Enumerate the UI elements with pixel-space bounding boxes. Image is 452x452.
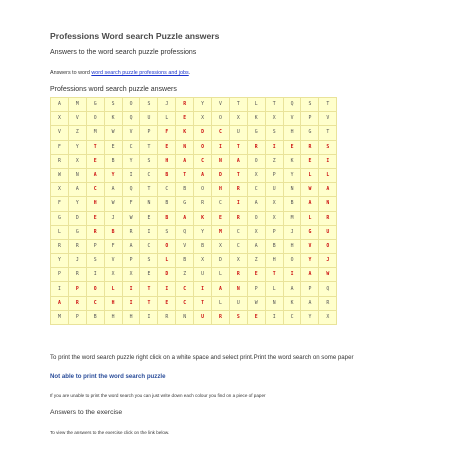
- grid-cell: D: [68, 211, 86, 225]
- grid-cell: U: [319, 225, 337, 239]
- grid-cell: R: [86, 225, 104, 239]
- grid-cell: X: [265, 112, 283, 126]
- grid-cell: U: [229, 126, 247, 140]
- grid-cell: P: [68, 282, 86, 296]
- grid-cell: L: [301, 211, 319, 225]
- link-line-prefix: Answers to word: [50, 70, 92, 76]
- grid-cell: E: [86, 154, 104, 168]
- grid-cell: C: [194, 154, 212, 168]
- grid-cell: L: [158, 254, 176, 268]
- grid-cell: Y: [68, 197, 86, 211]
- grid-cell: N: [229, 282, 247, 296]
- grid-cell: R: [319, 211, 337, 225]
- grid-cell: N: [319, 197, 337, 211]
- grid-cell: O: [247, 154, 265, 168]
- grid-cell: F: [104, 239, 122, 253]
- grid-cell: W: [51, 168, 69, 182]
- grid-cell: R: [229, 268, 247, 282]
- grid-cell: B: [265, 239, 283, 253]
- grid-cell: A: [86, 168, 104, 182]
- grid-cell: N: [265, 296, 283, 310]
- grid-cell: M: [283, 211, 301, 225]
- grid-cell: C: [158, 183, 176, 197]
- grid-row: [51, 211, 337, 225]
- grid-cell: N: [140, 197, 158, 211]
- grid-cell: E: [283, 140, 301, 154]
- grid-cell: G: [301, 225, 319, 239]
- grid-cell: H: [265, 254, 283, 268]
- grid-row: [51, 98, 337, 112]
- grid-cell: B: [158, 168, 176, 182]
- grid-cell: M: [51, 310, 69, 324]
- grid-cell: V: [68, 112, 86, 126]
- grid-cell: W: [104, 126, 122, 140]
- grid-cell: A: [51, 98, 69, 112]
- grid-cell: W: [122, 211, 140, 225]
- grid-cell: C: [86, 296, 104, 310]
- grid-cell: R: [247, 140, 265, 154]
- link-line-suffix: .: [188, 70, 191, 76]
- grid-cell: E: [176, 112, 194, 126]
- grid-cell: L: [301, 168, 319, 182]
- grid-cell: R: [212, 310, 230, 324]
- grid-cell: R: [158, 310, 176, 324]
- grid-cell: U: [265, 183, 283, 197]
- grid-cell: T: [140, 282, 158, 296]
- grid-cell: E: [301, 154, 319, 168]
- grid-cell: L: [212, 268, 230, 282]
- grid-cell: K: [283, 296, 301, 310]
- grid-cell: L: [265, 282, 283, 296]
- grid-cell: S: [140, 98, 158, 112]
- grid-cell: F: [122, 197, 140, 211]
- grid-cell: T: [194, 296, 212, 310]
- grid-cell: W: [104, 197, 122, 211]
- grid-cell: Y: [51, 254, 69, 268]
- grid-cell: N: [68, 168, 86, 182]
- grid-cell: B: [176, 183, 194, 197]
- grid-cell: K: [194, 211, 212, 225]
- grid-cell: S: [158, 225, 176, 239]
- grid-cell: I: [212, 140, 230, 154]
- grid-cell: A: [176, 154, 194, 168]
- grid-cell: T: [86, 140, 104, 154]
- grid-cell: T: [265, 268, 283, 282]
- professions-and-jobs-link[interactable]: word search puzzle professions and jobs: [91, 70, 189, 76]
- grid-cell: A: [301, 197, 319, 211]
- grid-cell: C: [176, 296, 194, 310]
- grid-cell: A: [301, 296, 319, 310]
- grid-cell: C: [140, 239, 158, 253]
- grid-cell: A: [68, 183, 86, 197]
- grid-cell: V: [104, 254, 122, 268]
- grid-cell: T: [140, 140, 158, 154]
- grid-cell: D: [212, 168, 230, 182]
- grid-cell: Y: [194, 225, 212, 239]
- grid-row: [51, 183, 337, 197]
- grid-cell: K: [176, 126, 194, 140]
- grid-cell: K: [104, 112, 122, 126]
- grid-cell: G: [51, 211, 69, 225]
- grid-cell: S: [86, 254, 104, 268]
- grid-cell: F: [158, 126, 176, 140]
- grid-cell: R: [68, 239, 86, 253]
- grid-cell: R: [68, 268, 86, 282]
- grid-cell: E: [247, 310, 265, 324]
- grid-cell: D: [212, 254, 230, 268]
- grid-cell: X: [247, 168, 265, 182]
- grid-cell: U: [194, 268, 212, 282]
- grid-cell: W: [319, 268, 337, 282]
- grid-row: [51, 154, 337, 168]
- grid-cell: O: [283, 254, 301, 268]
- grid-cell: A: [319, 183, 337, 197]
- grid-cell: P: [265, 168, 283, 182]
- grid-cell: M: [86, 126, 104, 140]
- grid-cell: T: [140, 296, 158, 310]
- grid-cell: Y: [68, 140, 86, 154]
- grid-row: [51, 197, 337, 211]
- grid-cell: S: [140, 254, 158, 268]
- grid-cell: H: [283, 126, 301, 140]
- grid-cell: C: [122, 140, 140, 154]
- print-instructions: To print the word search puzzle right click on a white space and select print.Print the word search on some paper: [50, 354, 354, 361]
- grid-row: [51, 225, 337, 239]
- grid-cell: J: [283, 225, 301, 239]
- grid-cell: B: [176, 254, 194, 268]
- grid-cell: T: [229, 140, 247, 154]
- grid-cell: S: [319, 140, 337, 154]
- grid-cell: X: [122, 268, 140, 282]
- grid-cell: O: [194, 140, 212, 154]
- grid-cell: X: [247, 225, 265, 239]
- grid-cell: C: [212, 197, 230, 211]
- grid-cell: T: [229, 168, 247, 182]
- grid-cell: I: [122, 296, 140, 310]
- grid-cell: C: [140, 168, 158, 182]
- grid-cell: B: [104, 225, 122, 239]
- grid-cell: P: [86, 239, 104, 253]
- grid-cell: A: [51, 296, 69, 310]
- grid-cell: B: [158, 197, 176, 211]
- grid-row: [51, 296, 337, 310]
- grid-cell: L: [212, 296, 230, 310]
- grid-cell: I: [319, 154, 337, 168]
- grid-cell: N: [283, 183, 301, 197]
- grid-cell: I: [194, 282, 212, 296]
- grid-cell: I: [229, 197, 247, 211]
- grid-cell: P: [301, 112, 319, 126]
- grid-cell: A: [122, 239, 140, 253]
- grid-cell: R: [229, 211, 247, 225]
- grid-cell: I: [86, 268, 104, 282]
- grid-cell: R: [51, 154, 69, 168]
- grid-cell: Y: [301, 254, 319, 268]
- grid-cell: S: [229, 310, 247, 324]
- grid-row: [51, 310, 337, 324]
- grid-cell: X: [265, 197, 283, 211]
- grid-row: [51, 239, 337, 253]
- grid-cell: V: [122, 126, 140, 140]
- grid-cell: A: [283, 282, 301, 296]
- grid-cell: I: [140, 310, 158, 324]
- grid-cell: R: [229, 183, 247, 197]
- grid-cell: E: [140, 268, 158, 282]
- grid-cell: O: [247, 211, 265, 225]
- grid-cell: C: [176, 282, 194, 296]
- grid-cell: X: [194, 254, 212, 268]
- grid-cell: E: [212, 211, 230, 225]
- grid-cell: Y: [122, 154, 140, 168]
- grid-cell: R: [301, 140, 319, 154]
- grid-cell: J: [158, 98, 176, 112]
- grid-cell: O: [194, 183, 212, 197]
- grid-cell: Q: [319, 282, 337, 296]
- grid-cell: I: [265, 140, 283, 154]
- grid-cell: Y: [104, 168, 122, 182]
- grid-cell: B: [283, 197, 301, 211]
- grid-cell: A: [194, 168, 212, 182]
- page-subtitle: Answers to the word search puzzle professions: [50, 49, 197, 56]
- word-search-grid: [50, 97, 337, 325]
- grid-cell: G: [86, 98, 104, 112]
- grid-cell: B: [86, 310, 104, 324]
- grid-cell: O: [86, 282, 104, 296]
- grid-cell: S: [265, 126, 283, 140]
- grid-cell: B: [104, 154, 122, 168]
- grid-cell: P: [51, 268, 69, 282]
- grid-cell: W: [247, 296, 265, 310]
- grid-cell: G: [301, 126, 319, 140]
- grid-cell: X: [51, 183, 69, 197]
- grid-cell: K: [247, 112, 265, 126]
- grid-row: [51, 140, 337, 154]
- grid-cell: N: [176, 140, 194, 154]
- no-print-heading: Not able to print the word search puzzle: [50, 373, 166, 380]
- grid-cell: L: [158, 112, 176, 126]
- grid-row: [51, 168, 337, 182]
- grid-cell: C: [283, 310, 301, 324]
- grid-cell: W: [301, 183, 319, 197]
- grid-cell: Z: [247, 254, 265, 268]
- grid-cell: U: [194, 310, 212, 324]
- grid-cell: X: [104, 268, 122, 282]
- grid-cell: T: [176, 168, 194, 182]
- grid-cell: E: [158, 296, 176, 310]
- grid-cell: F: [51, 140, 69, 154]
- grid-cell: I: [265, 310, 283, 324]
- grid-cell: B: [194, 239, 212, 253]
- grid-cell: A: [104, 183, 122, 197]
- grid-cell: Q: [122, 112, 140, 126]
- grid-cell: C: [229, 225, 247, 239]
- grid-cell: A: [301, 268, 319, 282]
- grid-cell: X: [51, 112, 69, 126]
- grid-cell: Z: [68, 126, 86, 140]
- grid-cell: M: [68, 98, 86, 112]
- grid-cell: H: [283, 239, 301, 253]
- grid-cell: T: [319, 126, 337, 140]
- grid-cell: L: [319, 168, 337, 182]
- grid-cell: U: [140, 112, 158, 126]
- no-print-instructions: If you are unable to print the word search you can just write down each colour you find on a piece of paper: [50, 393, 266, 398]
- grid-cell: A: [229, 154, 247, 168]
- grid-cell: I: [122, 282, 140, 296]
- grid-cell: H: [104, 296, 122, 310]
- grid-cell: O: [319, 239, 337, 253]
- grid-cell: J: [319, 254, 337, 268]
- grid-cell: V: [176, 239, 194, 253]
- grid-cell: X: [229, 112, 247, 126]
- grid-cell: R: [68, 296, 86, 310]
- grid-row: [51, 126, 337, 140]
- grid-cell: I: [122, 168, 140, 182]
- grid-cell: V: [301, 239, 319, 253]
- grid-cell: C: [247, 183, 265, 197]
- grid-cell: S: [104, 98, 122, 112]
- grid-cell: X: [265, 211, 283, 225]
- grid-cell: R: [122, 225, 140, 239]
- grid-cell: Q: [176, 225, 194, 239]
- answers-heading: Answers to the exercise: [50, 409, 123, 416]
- grid-cell: L: [51, 225, 69, 239]
- grid-heading: Professions word search puzzle answers: [50, 86, 177, 93]
- grid-cell: Z: [265, 154, 283, 168]
- grid-cell: X: [194, 112, 212, 126]
- grid-cell: P: [265, 225, 283, 239]
- grid-cell: Q: [122, 183, 140, 197]
- grid-cell: D: [194, 126, 212, 140]
- grid-cell: X: [319, 310, 337, 324]
- grid-cell: S: [140, 154, 158, 168]
- grid-cell: U: [229, 296, 247, 310]
- grid-cell: V: [212, 98, 230, 112]
- grid-cell: L: [247, 98, 265, 112]
- grid-cell: H: [86, 197, 104, 211]
- grid-cell: D: [158, 268, 176, 282]
- grid-cell: Y: [301, 310, 319, 324]
- grid-cell: R: [51, 239, 69, 253]
- grid-cell: H: [122, 310, 140, 324]
- grid-cell: J: [104, 211, 122, 225]
- grid-cell: O: [212, 112, 230, 126]
- grid-cell: I: [140, 225, 158, 239]
- grid-row: [51, 282, 337, 296]
- grid-cell: C: [86, 183, 104, 197]
- grid-cell: O: [158, 239, 176, 253]
- grid-cell: X: [212, 239, 230, 253]
- answers-link-line: [50, 70, 190, 76]
- grid-cell: K: [283, 154, 301, 168]
- grid-cell: F: [51, 197, 69, 211]
- grid-cell: B: [158, 211, 176, 225]
- grid-cell: A: [247, 197, 265, 211]
- grid-cell: G: [176, 197, 194, 211]
- grid-cell: T: [319, 98, 337, 112]
- grid-cell: Z: [176, 268, 194, 282]
- grid-cell: O: [86, 112, 104, 126]
- grid-cell: E: [158, 140, 176, 154]
- grid-cell: G: [68, 225, 86, 239]
- grid-row: [51, 268, 337, 282]
- grid-cell: O: [122, 98, 140, 112]
- grid-cell: G: [247, 126, 265, 140]
- grid-cell: L: [104, 282, 122, 296]
- grid-cell: Y: [194, 98, 212, 112]
- grid-cell: I: [283, 268, 301, 282]
- grid-cell: X: [229, 254, 247, 268]
- page-title: Professions Word search Puzzle answers: [50, 31, 220, 41]
- grid-cell: P: [68, 310, 86, 324]
- grid-cell: A: [212, 282, 230, 296]
- grid-cell: I: [51, 282, 69, 296]
- grid-cell: P: [122, 254, 140, 268]
- view-answers-text: To view the answers to the exercise click on the link below.: [50, 430, 170, 435]
- grid-cell: A: [176, 211, 194, 225]
- grid-cell: Y: [283, 168, 301, 182]
- grid-cell: S: [301, 98, 319, 112]
- grid-cell: R: [194, 197, 212, 211]
- grid-cell: H: [212, 183, 230, 197]
- grid-cell: J: [68, 254, 86, 268]
- grid-cell: X: [68, 154, 86, 168]
- grid-cell: T: [265, 98, 283, 112]
- grid-cell: P: [247, 282, 265, 296]
- grid-cell: C: [212, 126, 230, 140]
- grid-cell: E: [140, 211, 158, 225]
- grid-cell: I: [158, 282, 176, 296]
- grid-cell: Q: [283, 98, 301, 112]
- grid-cell: E: [86, 211, 104, 225]
- grid-cell: T: [229, 98, 247, 112]
- grid-row: [51, 254, 337, 268]
- grid-row: [51, 112, 337, 126]
- grid-cell: C: [229, 239, 247, 253]
- grid-cell: N: [212, 154, 230, 168]
- grid-cell: P: [140, 126, 158, 140]
- grid-cell: R: [319, 296, 337, 310]
- grid-cell: V: [51, 126, 69, 140]
- grid-cell: E: [247, 268, 265, 282]
- grid-cell: R: [176, 98, 194, 112]
- grid-cell: M: [212, 225, 230, 239]
- grid-cell: A: [247, 239, 265, 253]
- grid-cell: N: [176, 310, 194, 324]
- grid-cell: E: [104, 140, 122, 154]
- grid-cell: V: [319, 112, 337, 126]
- grid-cell: T: [140, 183, 158, 197]
- grid-cell: H: [104, 310, 122, 324]
- grid-cell: V: [283, 112, 301, 126]
- grid-cell: H: [158, 154, 176, 168]
- grid-cell: P: [301, 282, 319, 296]
